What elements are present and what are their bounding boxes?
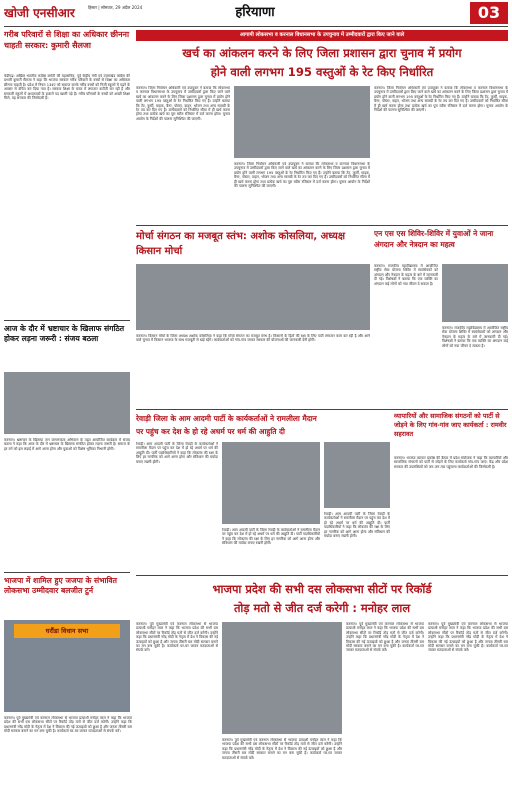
masthead (0, 0, 512, 26)
nss-body: करनाल। राजकीय महाविद्यालय में आयोजित राष्ट्रीय सेवा योजना शिविर में स्वयंसेवकों को अंगदान और नेत्रदान के महत्व के बारे में जानकारी दी गई। विशेषज्ञों ने बताया कि एक व्यक्ति का अंगदान कई लोगों को नया जीवन दे सकता है। (374, 264, 438, 286)
aap-photo-2 (324, 442, 390, 508)
baljeet-photo (4, 620, 130, 712)
left-divider-1 (4, 320, 130, 321)
lead-body-col-3: करनाल। जिला निर्वाचन अधिकारी एवं उपायुक्त ने बताया कि लोकसभा व करनाल विधानसभा के उपचुनाव में उम्मीदवारों द्वारा किए जाने वाले खर्च का आंकलन करने के लिए जिला प्रशासन द्वारा चुनाव में प्रयोग होने वाली लगभग 195 वस्तुओं के रेट निर्धारित किए गए हैं। उन्होंने बताया कि टेंट, कुर्सी, माइक, बैनर, पोस्टर, वाहन, भोजन तथा अन्य सामग्री के रेट तय कर दिए गए हैं। उम्मीदवारों को निर्धारित सीमा में ही खर्च करना होगा तथा प्रत्येक खर्च का पूरा ब्यौरा रजिस्टर में दर्ज करना होगा। चुनाव आयोग के निर्देशों की पालना सुनिश्चित की जाएगी। (374, 86, 508, 113)
morcha-photo (136, 264, 370, 330)
mid-divider (136, 409, 508, 410)
lead-divider (136, 225, 508, 226)
aap-headline-line-2: पर पहुंच कर देश के हो रहे अधर्म पर धर्म की आहुति दी (136, 427, 285, 436)
baljeet-headline: भाजपा में शामिल हुए जजपा के संभावित लोकसभा उम्मीदवार बलजीत टुर्न (4, 576, 117, 596)
top-banner: आगामी लोकसभा व करनाल विधानसभा के उपचुनाव में उम्मीदवारों द्वारा किए जाने वाले (136, 30, 508, 41)
lead-headline-line-1: खर्च का आंकलन करने के लिए जिला प्रशासन द्वारा चुनाव में प्रयोग (182, 46, 462, 60)
bottom-body-left: करनाल। पूर्व मुख्यमंत्री एवं करनाल लोकसभा से भाजपा प्रत्याशी मनोहर लाल ने कहा कि भाजपा प्रदेश की सभी दस लोकसभा सीटों पर रिकॉर्ड तोड़ मतों से जीत दर्ज करेगी। उन्होंने कहा कि प्रधानमंत्री नरेंद्र मोदी के नेतृत्व में देश ने विकास की नई ऊंचाइयों को छुआ है और जनता तीसरी बार मोदी सरकार बनाने का मन बना चुकी है। कार्यकर्ता घर-घर जाकर मतदाताओं से संपर्क करें। (4, 716, 132, 734)
lead-headline-line-2: होने वाली लगभग 195 वस्तुओं के रेट किए निर्धारित (210, 65, 434, 79)
bottom-divider (136, 575, 508, 576)
page-number: 03 (470, 2, 508, 24)
brand-logo: खोजी एनसीआर (4, 6, 75, 20)
bathla-headline: आज के दौर में भ्रष्टाचार के खिलाफ संगठित होकर लड़ना जरूरी : संजय बठला (4, 324, 125, 344)
baljeet-story (4, 572, 132, 712)
issue-meta: हिसार | सोमवार, 29 अप्रैल 2024 (88, 5, 143, 10)
bottom-body-col-3: करनाल। पूर्व मुख्यमंत्री एवं करनाल लोकसभा से भाजपा प्रत्याशी मनोहर लाल ने कहा कि भाजपा प्रदेश की सभी दस लोकसभा सीटों पर रिकॉर्ड तोड़ मतों से जीत दर्ज करेगी। उन्होंने कहा कि प्रधानमंत्री नरेंद्र मोदी के नेतृत्व में देश ने विकास की नई ऊंचाइयों को छुआ है और जनता तीसरी बार मोदी सरकार बनाने का मन बना चुकी है। कार्यकर्ता घर-घर जाकर मतदाताओं से संपर्क करें। (346, 622, 424, 653)
bottom-body-col-4: करनाल। पूर्व मुख्यमंत्री एवं करनाल लोकसभा से भाजपा प्रत्याशी मनोहर लाल ने कहा कि भाजपा प्रदेश की सभी दस लोकसभा सीटों पर रिकॉर्ड तोड़ मतों से जीत दर्ज करेगी। उन्होंने कहा कि प्रधानमंत्री नरेंद्र मोदी के नेतृत्व में देश ने विकास की नई ऊंचाइयों को छुआ है और जनता तीसरी बार मोदी सरकार बनाने का मन बना चुकी है। कार्यकर्ता घर-घर जाकर मतदाताओं से संपर्क करें। (428, 622, 508, 653)
aap-body-col-2: रेवाड़ी। आम आदमी पार्टी के जिला रेवाड़ी के कार्यकर्ताओं ने रामलीला मैदान पर पहुंच कर देश में हो रहे अधर्म पर धर्म की आहुति दी। पार्टी पदाधिकारियों ने कहा कि लोकतंत्र की रक्षा के लिए हर नागरिक को आगे आना होगा और संविधान की मर्यादा बनाए रखनी होगी। (222, 528, 320, 546)
bathla-body: करनाल। भ्रष्टाचार के खिलाफ जन जागरूकता अभियान के तहत आयोजित कार्यक्रम में संजय बठला ने कहा कि आज के दौर में भ्रष्टाचार के खिलाफ संगठित होकर लड़ना जरूरी है। समाज के हर वर्ग को इस लड़ाई में आगे आना होगा और युवाओं को विशेष भूमिका निभानी होगी। (4, 438, 130, 451)
aap-photo (222, 442, 320, 524)
left-column (4, 28, 132, 568)
bottom-body-col-1: करनाल। पूर्व मुख्यमंत्री एवं करनाल लोकसभा से भाजपा प्रत्याशी मनोहर लाल ने कहा कि भाजपा प्रदेश की सभी दस लोकसभा सीटों पर रिकॉर्ड तोड़ मतों से जीत दर्ज करेगी। उन्होंने कहा कि प्रधानमंत्री नरेंद्र मोदी के नेतृत्व में देश ने विकास की नई ऊंचाइयों को छुआ है और जनता तीसरी बार मोदी सरकार बनाने का मन बना चुकी है। कार्यकर्ता घर-घर जाकर मतदाताओं से संपर्क करें। (136, 622, 218, 653)
bottom-headline-line-2: तोड़ मतो से जीत दर्ज करेगी : मनोहर लाल (233, 601, 411, 615)
lead-body-col-2: करनाल। जिला निर्वाचन अधिकारी एवं उपायुक्त ने बताया कि लोकसभा व करनाल विधानसभा के उपचुनाव में उम्मीदवारों द्वारा किए जाने वाले खर्च का आंकलन करने के लिए जिला प्रशासन द्वारा चुनाव में प्रयोग होने वाली लगभग 195 वस्तुओं के रेट निर्धारित किए गए हैं। उन्होंने बताया कि टेंट, कुर्सी, माइक, बैनर, पोस्टर, वाहन, भोजन तथा अन्य सामग्री के रेट तय कर दिए गए हैं। उम्मीदवारों को निर्धारित सीमा में ही खर्च करना होगा तथा प्रत्येक खर्च का पूरा ब्यौरा रजिस्टर में दर्ज करना होगा। चुनाव आयोग के निर्देशों की पालना सुनिश्चित की जाएगी। (234, 162, 370, 189)
morcha-body: करनाल। किसान मोर्चा के जिला अध्यक्ष अशोक कोसलिया ने कहा कि मोर्चा संगठन का मजबूत स्तंभ है। किसानों के हितों की रक्षा के लिए पार्टी लगातार काम कर रही है और आने वाले चुनाव में किसान भाजपा के साथ मजबूती से खड़े रहेंगे। कार्यकर्ताओं को गांव-गांव जाकर सरकार की योजनाओं की जानकारी देनी होगी। (136, 334, 370, 343)
nss-photo (442, 264, 508, 322)
aap-body-col-3: रेवाड़ी। आम आदमी पार्टी के जिला रेवाड़ी के कार्यकर्ताओं ने रामलीला मैदान पर पहुंच कर देश में हो रहे अधर्म पर धर्म की आहुति दी। पार्टी पदाधिकारियों ने कहा कि लोकतंत्र की रक्षा के लिए हर नागरिक को आगे आना होगा और संविधान की मर्यादा बनाए रखनी होगी। (324, 512, 390, 539)
aap-headline-line-1: रेवाड़ी जिला के आम आदमी पार्टी के कार्यकर्ताओं ने रामलीला मैदान (136, 414, 317, 423)
traders-body: करनाल। भाजपा व्यापार प्रकोष्ठ की बैठक में प्रदेश संयोजक ने कहा कि व्यापारियों और सामाजिक संगठनों को पार्टी से जोड़ने के लिए कार्यकर्ता गांव-गांव जाएं। केंद्र और प्रदेश सरकार की उपलब्धियों को जन-जन तक पहुंचाना कार्यकर्ताओं की जिम्मेदारी है। (394, 456, 508, 469)
nss-headline: एन एस एस शिविर-शिविर में युवाओं ने जाना अंगदान और नेत्रदान का महत्व (374, 229, 494, 249)
traders-headline: व्यापारियों और सामाजिक संगठनों को पार्टी से जोड़ने के लिए गांव-गांव जाए कार्यकर्ता : रामवीर सहरावत (394, 412, 507, 438)
sailja-headline: गरीब परिवारों से शिक्षा का अधिकार छीनना चाहती सरकार: कुमारी सैलजा (4, 30, 130, 50)
morcha-headline: मोर्चा संगठन का मजबूत स्तंभ: अशोक कोसलिया, अध्यक्ष किसान मोर्चा (136, 231, 345, 257)
bottom-headline-line-1: भाजपा प्रदेश की सभी दस लोकसभा सीटों पर रिकॉर्ड (212, 582, 432, 596)
aap-body-col-1: रेवाड़ी। आम आदमी पार्टी के जिला रेवाड़ी के कार्यकर्ताओं ने रामलीला मैदान पर पहुंच कर देश में हो रहे अधर्म पर धर्म की आहुति दी। पार्टी पदाधिकारियों ने कहा कि लोकतंत्र की रक्षा के लिए हर नागरिक को आगे आना होगा और संविधान की मर्यादा बनाए रखनी होगी। (136, 442, 218, 464)
section-title: हरियाणा (235, 5, 275, 20)
lead-body-col-1: करनाल। जिला निर्वाचन अधिकारी एवं उपायुक्त ने बताया कि लोकसभा व करनाल विधानसभा के उपचुनाव में उम्मीदवारों द्वारा किए जाने वाले खर्च का आंकलन करने के लिए जिला प्रशासन द्वारा चुनाव में प्रयोग होने वाली लगभग 195 वस्तुओं के रेट निर्धारित किए गए हैं। उन्होंने बताया कि टेंट, कुर्सी, माइक, बैनर, पोस्टर, वाहन, भोजन तथा अन्य सामग्री के रेट तय कर दिए गए हैं। उम्मीदवारों को निर्धारित सीमा में ही खर्च करना होगा तथा प्रत्येक खर्च का पूरा ब्यौरा रजिस्टर में दर्ज करना होगा। चुनाव आयोग के निर्देशों की पालना सुनिश्चित की जाएगी। (136, 86, 230, 121)
gharaunda-board: घरौंडा विधान सभा (14, 624, 120, 638)
nss-body-2: करनाल। राजकीय महाविद्यालय में आयोजित राष्ट्रीय सेवा योजना शिविर में स्वयंसेवकों को अंगदान और नेत्रदान के महत्व के बारे में जानकारी दी गई। विशेषज्ञों ने बताया कि एक व्यक्ति का अंगदान कई लोगों को नया जीवन दे सकता है। (442, 326, 508, 348)
bottom-body-col-2: करनाल। पूर्व मुख्यमंत्री एवं करनाल लोकसभा से भाजपा प्रत्याशी मनोहर लाल ने कहा कि भाजपा प्रदेश की सभी दस लोकसभा सीटों पर रिकॉर्ड तोड़ मतों से जीत दर्ज करेगी। उन्होंने कहा कि प्रधानमंत्री नरेंद्र मोदी के नेतृत्व में देश ने विकास की नई ऊंचाइयों को छुआ है और जनता तीसरी बार मोदी सरकार बनाने का मन बना चुकी है। कार्यकर्ता घर-घर जाकर मतदाताओं से संपर्क करें। (222, 738, 342, 760)
lead-photo-meeting (234, 86, 370, 158)
sailja-body: चंडीगढ़। अखिल भारतीय कांग्रेस कमेटी की महासचिव, पूर्व केंद्रीय मंत्री एवं उत्तराखंड कांग्रेस की प्रभारी कुमारी सैलजा ने कहा कि भाजपा सरकार गरीब परिवारों के बच्चों से शिक्षा का अधिकार छीनना चाहती है। प्रदेश में नियम 134ए को समाप्त करके गरीब बच्चों को निजी स्कूलों में पढ़ने के अवसर से वंचित कर दिया गया है। सरकार शिक्षा के बजट में लगातार कटौती कर रही है और सरकारी स्कूलों में अध्यापकों के हजारों पद खाली पड़े हैं। गरीब परिवारों के बच्चों को अच्छी शिक्षा मिले, यह सरकार की जिम्मेदारी है। (4, 74, 130, 101)
left-divider-2 (4, 572, 130, 573)
bottom-photo (222, 622, 342, 734)
bathla-photo (4, 372, 130, 434)
masthead-rule (4, 26, 508, 27)
